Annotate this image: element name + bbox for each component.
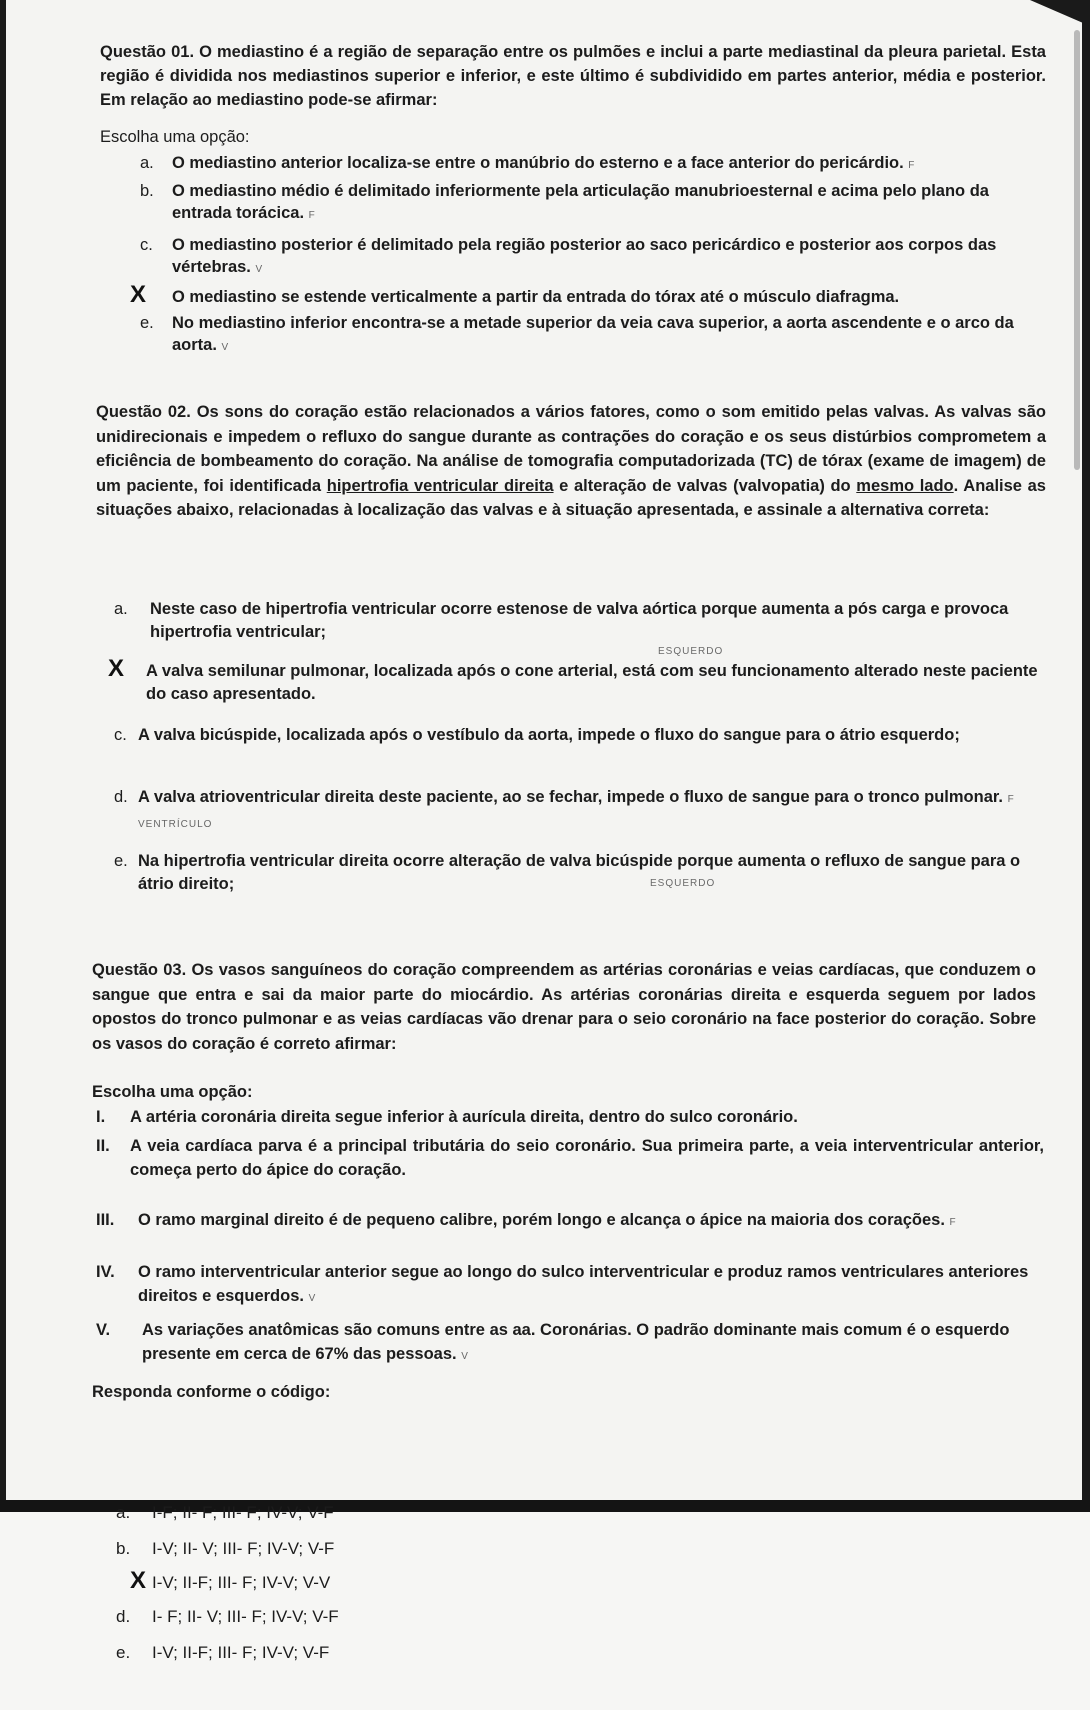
corner-shadow bbox=[1030, 0, 1090, 26]
q3-code-label: Responda conforme o código: bbox=[92, 1383, 331, 1401]
q2-stem: Questão 02. Os sons do coração estão relacionados a vários fatores, como o som emitido pelas valvas. As valvas são unidirecionais e impedem o refluxo do sangue durante as contrações do coração e os seus distúrbios comprometem a eficiência de bombeamento do coração. Na análise de tomografia computadorizada (TC) de tórax (exame de imagem) de um paciente, foi identificada hipertrofia ventricular direita e alteração de valvas (valvopatia) do mesmo lado. Analise as situações abaixo, relacionadas à localização das valvas e à situação apresentada, e assinale a alternativa correta: bbox=[96, 403, 1046, 519]
q3-instruction: Escolha uma opção: bbox=[92, 1083, 253, 1101]
x-mark-icon: X bbox=[130, 1567, 147, 1594]
x-mark-icon: X bbox=[108, 655, 125, 682]
q1-instruction: Escolha uma opção: bbox=[100, 128, 250, 146]
q3-label: Questão 03. bbox=[92, 961, 187, 979]
q1-stem-text: O mediastino é a região de separação entre os pulmões e inclui a parte mediastinal da pleura parietal. Esta região é dividida nos mediastinos superior e inferior, e este último é subdividido em partes anterior, média e posterior. Em relação ao mediastino pode-se afirmar: bbox=[100, 43, 1046, 109]
q2-option-a-note: ESQUERDO bbox=[658, 646, 724, 657]
q2-option-e-note: ESQUERDO bbox=[650, 878, 716, 889]
q1-label: Questão 01. bbox=[100, 43, 195, 61]
x-mark-icon: X bbox=[130, 281, 147, 308]
q2-label: Questão 02. bbox=[96, 403, 191, 421]
scrollbar[interactable] bbox=[1074, 30, 1080, 470]
q3-stem: Questão 03. Os vasos sanguíneos do coração compreendem as artérias coronárias e veias cardíacas, que conduzem o sangue que entra e sai da maior parte do miocárdio. As artérias coronárias direita e esquerda seguem por lados opostos do tronco pulmonar e as veias cardíacas vão drenar para o seio coronário na face posterior do coração. Sobre os vasos do coração é correto afirmar: bbox=[92, 961, 1037, 1053]
q1-stem bbox=[100, 40, 1046, 112]
